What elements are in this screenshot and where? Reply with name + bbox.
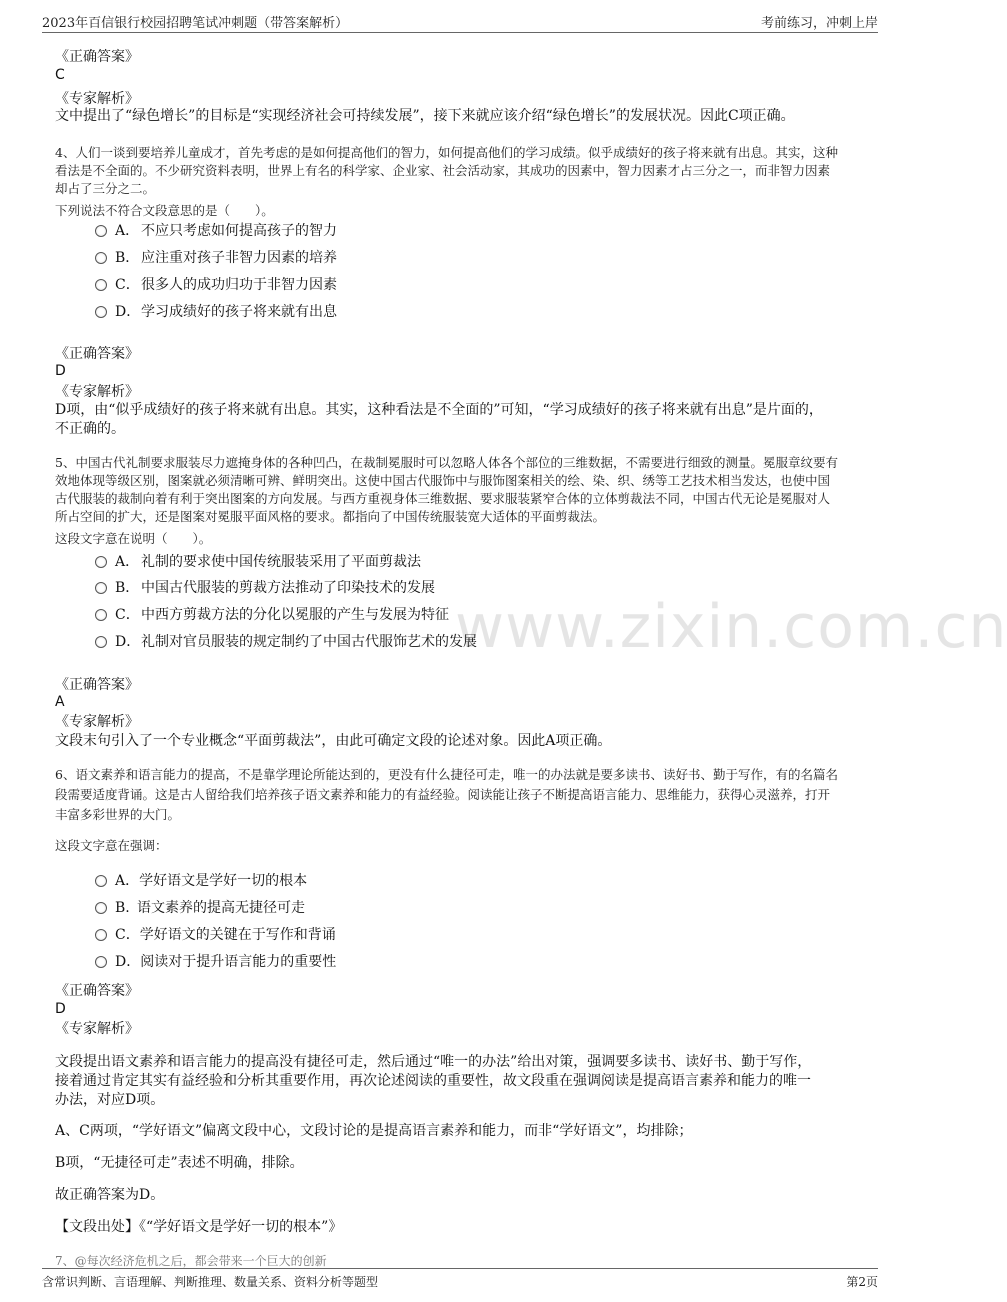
q5-option-b[interactable]: B． 中国古代服装的剪裁方法推动了印染技术的发展	[95, 578, 795, 598]
q5-passage-line: 古代服装的裁制向着有利于突出图案的方向发展。与西方重视身体三维数据、要求服装紧窄合体的立体剪裁法不同，中国古代无论是冕服对人	[55, 491, 831, 506]
q6-option-a[interactable]: A．学好语文是学好一切的根本	[95, 871, 795, 891]
correct-answer-label: 《正确答案》	[55, 983, 139, 999]
q4-passage-line: 4、人们一谈到要培养儿童成才，首先考虑的是如何提高他们的智力，如何提高他们的学习成绩。似乎成绩好的孩子将来就有出息。其实，这种	[55, 145, 838, 160]
q5-option-a[interactable]: A． 礼制的要求使中国传统服装采用了平面剪裁法	[95, 552, 795, 572]
radio-icon[interactable]	[95, 582, 107, 594]
radio-icon[interactable]	[95, 556, 107, 568]
radio-icon[interactable]	[95, 279, 107, 291]
footer-note: 含常识判断、言语理解、判断推理、数量关系、资料分析等题型	[42, 1275, 379, 1289]
radio-icon[interactable]	[95, 875, 107, 887]
q4-option-d[interactable]: D．学习成绩好的孩子将来就有出息	[95, 302, 795, 322]
q4-option-a[interactable]: A． 不应只考虑如何提高孩子的智力	[95, 221, 795, 241]
q6-passage-line: 段需要适度背诵。这是古人留给我们培养孩子语文素养和能力的有益经验。阅读能让孩子不断提高语言能力、思维能力，获得心灵滋养，打开	[55, 787, 831, 802]
expert-analysis-label: 《专家解析》	[55, 91, 139, 107]
q5-passage-line: 效地体现等级区别，图案就必须清晰可辨、鲜明突出。这使中国古代服饰中与服饰图案相关的绘、染、织、绣等工艺技术相当发达，也使中国	[55, 473, 831, 488]
q7-cut-text: 7、@每次经济危机之后，都会带来一个巨大的创新	[55, 1254, 327, 1268]
q6-passage-line: 6、语文素养和语言能力的提高，不是靠学理论所能达到的，更没有什么捷径可走，唯一的办法就是要多读书、读好书、勤于写作，有的名篇名	[55, 767, 838, 782]
correct-answer-label: 《正确答案》	[55, 346, 139, 362]
q6-source: 【文段出处】《“学好语文是学好一切的根本”》	[55, 1219, 343, 1235]
radio-icon[interactable]	[95, 636, 107, 648]
radio-icon[interactable]	[95, 929, 107, 941]
q6-answer: D	[55, 1001, 66, 1017]
q4-stem: 下列说法不符合文段意思的是（ ）。	[55, 203, 274, 218]
page-number: 第2页	[846, 1275, 878, 1289]
q3-analysis: 文中提出了“绿色增长”的目标是“实现经济社会可持续发展”，接下来就应该介绍“绿色增长”的发展状况。因此C项正确。	[55, 108, 795, 124]
correct-answer-label: 《正确答案》	[55, 49, 139, 65]
watermark: www.zixin.com.cn	[455, 592, 1007, 662]
q4-option-b[interactable]: B． 应注重对孩子非智力因素的培养	[95, 248, 795, 268]
q6-analysis-ac: A、C两项，“学好语文”偏离文段中心，文段讨论的是提高语言素养和能力，而非“学好语文”，均排除；	[55, 1123, 693, 1139]
q6-stem: 这段文字意在强调：	[55, 838, 168, 853]
q4-analysis-line: 不正确的。	[55, 421, 125, 437]
radio-icon[interactable]	[95, 225, 107, 237]
q6-analysis-final: 故正确答案为D。	[55, 1187, 165, 1203]
radio-icon[interactable]	[95, 306, 107, 318]
page-footer	[42, 1268, 878, 1297]
expert-analysis-label: 《专家解析》	[55, 714, 139, 730]
expert-analysis-label: 《专家解析》	[55, 384, 139, 400]
q4-passage-line: 却占了三分之二。	[55, 181, 156, 196]
correct-answer-label: 《正确答案》	[55, 677, 139, 693]
q6-passage-line: 丰富多彩世界的大门。	[55, 807, 181, 822]
q6-option-c[interactable]: C．学好语文的关键在于写作和背诵	[95, 925, 795, 945]
q4-option-c[interactable]: C．很多人的成功归功于非智力因素	[95, 275, 795, 295]
q5-passage-line: 所占空间的扩大，还是图案对冕服平面风格的要求。都指向了中国传统服装宽大适体的平面剪裁法。	[55, 509, 606, 524]
q4-passage-line: 看法是不全面的。不少研究资料表明，世界上有名的科学家、企业家、社会活动家，其成功的因素中，智力因素才占三分之一，而非智力因素	[55, 163, 831, 178]
q6-analysis-line: 接着通过肯定其实有益经验和分析其重要作用，再次论述阅读的重要性，故文段重在强调阅读是提高语言素养和能力的唯一	[55, 1073, 811, 1089]
q6-option-d[interactable]: D．阅读对于提升语言能力的重要性	[95, 952, 795, 972]
radio-icon[interactable]	[95, 252, 107, 264]
q3-answer: C	[55, 67, 65, 83]
radio-icon[interactable]	[95, 956, 107, 968]
q5-answer: A	[55, 694, 65, 710]
q5-passage-line: 5、中国古代礼制要求服装尽力遮掩身体的各种凹凸，在裁制冕服时可以忽略人体各个部位的三维数据，不需要进行细致的测量。冕服章纹要有	[55, 455, 838, 470]
q5-option-d[interactable]: D．礼制对官员服装的规定制约了中国古代服饰艺术的发展	[95, 632, 795, 652]
page-header	[42, 10, 878, 33]
q5-analysis: 文段末句引入了一个专业概念“平面剪裁法”，由此可确定文段的论述对象。因此A项正确。	[55, 733, 612, 749]
q6-analysis-line: 办法，对应D项。	[55, 1092, 165, 1108]
q5-option-c[interactable]: C．中西方剪裁方法的分化以冕服的产生与发展为特征	[95, 605, 795, 625]
q6-option-b[interactable]: B. 语文素养的提高无捷径可走	[95, 898, 795, 918]
q6-analysis-line: 文段提出语文素养和语言能力的提高没有捷径可走，然后通过“唯一的办法”给出对策，强调要多读书、读好书、勤于写作，	[55, 1054, 812, 1070]
radio-icon[interactable]	[95, 609, 107, 621]
document-title: 2023年百信银行校园招聘笔试冲刺题（带答案解析）	[42, 16, 349, 31]
radio-icon[interactable]	[95, 902, 107, 914]
q4-answer: D	[55, 363, 66, 379]
expert-analysis-label: 《专家解析》	[55, 1021, 139, 1037]
q4-analysis-line: D项，由“似乎成绩好的孩子将来就有出息。其实，这种看法是不全面的”可知，“学习成绩好的孩子将来就有出息”是片面的，	[55, 402, 823, 418]
q6-analysis-b: B项，“无捷径可走”表述不明确，排除。	[55, 1155, 304, 1171]
q5-stem: 这段文字意在说明（ ）。	[55, 531, 212, 546]
header-slogan: 考前练习，冲刺上岸	[760, 16, 878, 31]
